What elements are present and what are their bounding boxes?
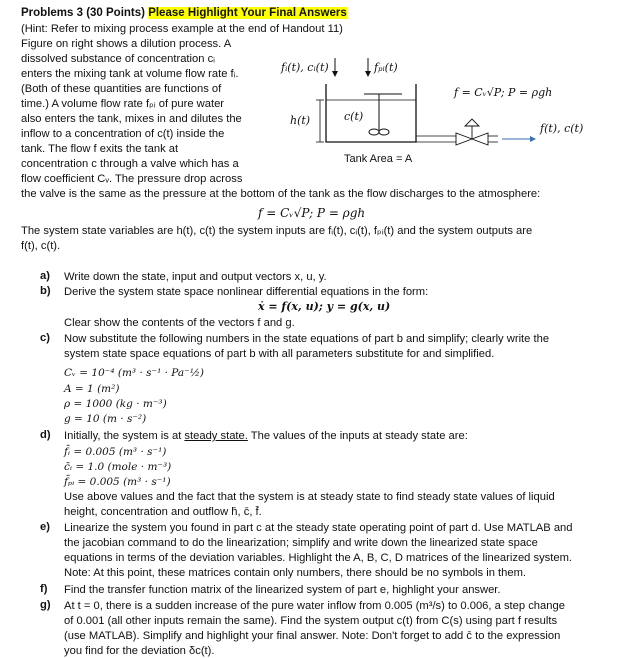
figure-equation: f = Cᵥ√P; P = ρgh (454, 86, 553, 99)
outflow-arrowhead (530, 136, 536, 142)
inlet-arrowhead (332, 71, 338, 77)
part-d-line: Use above values and the fact that the system is at steady state to find steady state values of liquid (64, 491, 555, 503)
valve-right (472, 133, 488, 145)
outflow-label: f(t), c(t) (540, 122, 584, 135)
part-d-lead (64, 429, 468, 443)
highlight-instruction: Please Highlight Your Final Answers (148, 7, 347, 19)
part-c-label: c) (40, 332, 50, 344)
intro-line: (Both of these quantities are functions of (21, 83, 222, 95)
hint-line: (Hint: Refer to mixing process example at the end of Handout 11) (21, 23, 343, 35)
ss-fi: f̄ᵢ = 0.005 (m³ · s⁻¹) (64, 446, 167, 458)
param-gravity: g = 10 (m · s⁻²) (64, 413, 147, 425)
state-line: f(t), c(t). (21, 240, 61, 252)
param-density: ρ = 1000 (kg · m⁻³) (64, 398, 167, 410)
ss-ci: c̄ᵢ = 1.0 (mole · m⁻³) (64, 461, 172, 473)
intro-line: time.) A volume flow rate fₚᵢ of pure water (21, 98, 225, 110)
valve-actuator (465, 119, 479, 126)
part-g-line: of 0.001 (all other inputs remain the same). Find the system output c(t) from C(s) using part f results (64, 615, 558, 627)
part-d-label: d) (40, 429, 51, 441)
part-e-line: the jacobian command to do the linearization; simplify and write down the linearized state space (64, 537, 538, 549)
problem-title (21, 6, 347, 20)
valve-equation: f = Cᵥ√P; P = ρgh (258, 206, 366, 220)
param-cv: Cᵥ = 10⁻⁴ (m³ · s⁻¹ · Pa⁻½) (64, 367, 204, 379)
part-e-line: Note: At this point, these matrices contain only numbers, there should be no symbols in them. (64, 567, 527, 579)
part-a-label: a) (40, 270, 50, 282)
param-area: A = 1 (m²) (64, 383, 120, 395)
steady-state-term: steady state. (184, 430, 248, 442)
intro-line: concentration c through a valve which has a (21, 158, 239, 170)
part-a-text: Write down the state, input and output vectors x, u, y. (64, 271, 327, 283)
valve-left (456, 133, 472, 145)
part-b-equation: ẋ = f(x, u); y = g(x, u) (258, 300, 391, 313)
part-g-label: g) (40, 599, 51, 611)
part-b-text: Derive the system state space nonlinear differential equations in the form: (64, 286, 429, 298)
part-f-label: f) (40, 583, 48, 595)
part-e-line: Linearize the system you found in part c at the steady state operating point of part d. Use MATLAB and (64, 522, 573, 534)
ss-fpi: f̄ₚᵢ = 0.005 (m³ · s⁻¹) (64, 476, 171, 488)
part-d-line: height, concentration and outflow h̄, c̄, f̄. (64, 506, 262, 518)
tank-outline (326, 84, 416, 142)
state-line: The system state variables are h(t), c(t) the system inputs are fᵢ(t), cᵢ(t), fₚᵢ(t) and the system outputs are (21, 225, 533, 237)
mixer-blade-right (379, 129, 389, 135)
mixer-blade-left (369, 129, 379, 135)
part-g-line: you find for the deviation δc(t). (64, 645, 215, 657)
part-c-line: system state space equations of part b with all parameters substitute for and simplified. (64, 348, 495, 360)
part-b-note: Clear show the contents of the vectors f and g. (64, 317, 295, 329)
intro-line: the valve is the same as the pressure at the bottom of the tank as the flow discharges to the atmosphere: (21, 188, 541, 200)
part-c-line: Now substitute the following numbers in the state equations of part b and simplify; clearly write the (64, 333, 550, 345)
problem-title-text: Problems 3 (30 Points) (21, 7, 145, 19)
pure-water-arrowhead (365, 71, 371, 77)
intro-line: inflow to a concentration of c(t) inside the (21, 128, 225, 140)
part-d-lead-text: Initially, the system is at (64, 430, 185, 442)
part-e-label: e) (40, 521, 50, 533)
intro-line: enters the mixing tank at volume flow rate fᵢ. (21, 68, 239, 80)
pure-water-label: fₚᵢ(t) (374, 61, 398, 74)
part-g-line: At t = 0, there is a sudden increase of the pure water inflow from 0.005 (m³/s) to 0.006, a step change (64, 600, 565, 612)
intro-line: flow coefficient Cᵥ. The pressure drop across (21, 173, 243, 185)
part-g-line: (use MATLAB). Simplify and highlight your final answer. Note: Don't forget to add c̄ to the expression (64, 630, 561, 642)
concentration-label: c(t) (344, 110, 364, 123)
intro-line: also enters the tank, mixes in and dilutes the (21, 113, 242, 125)
height-label: h(t) (290, 114, 311, 127)
mixing-tank-figure (278, 52, 628, 170)
part-e-line: equations in terms of the deviation variables. Highlight the A, B, C, D matrices of the linearized system. (64, 552, 573, 564)
inlet-label: fᵢ(t), cᵢ(t) (281, 61, 329, 74)
part-f-text: Find the transfer function matrix of the linearized system of part e, highlight your answer. (64, 584, 501, 596)
part-d-lead-tail: The values of the inputs at steady state are: (247, 430, 468, 442)
intro-line: tank. The flow f exits the tank at (21, 143, 179, 155)
intro-line: Figure on right shows a dilution process. A (21, 38, 232, 50)
part-b-label: b) (40, 285, 51, 297)
tank-area-label: Tank Area = A (344, 153, 413, 165)
intro-line: dissolved substance of concentration cᵢ (21, 53, 215, 65)
